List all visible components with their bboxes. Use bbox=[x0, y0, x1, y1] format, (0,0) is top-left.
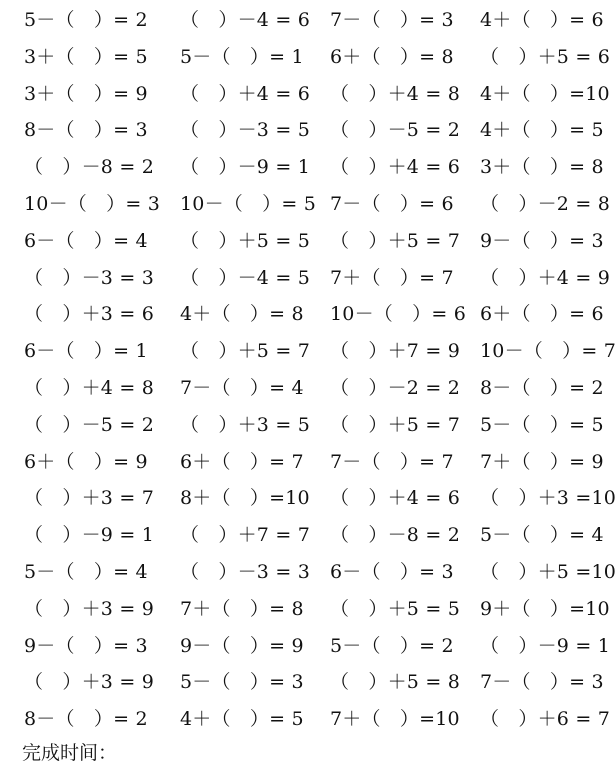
problem-item: （ ）－9 = 1 bbox=[480, 634, 610, 657]
problem-item: （ ）＋3 = 5 bbox=[180, 413, 310, 436]
problem-item: （ ）＋6 = 7 bbox=[480, 708, 610, 731]
problem-item: 7－（ ）= 4 bbox=[180, 376, 304, 399]
problem-item: 3＋（ ）= 8 bbox=[480, 156, 604, 179]
problem-item: 10－（ ）= 3 bbox=[24, 192, 161, 215]
problem-item: 5－（ ）= 4 bbox=[480, 524, 604, 547]
problem-item: 7－（ ）= 3 bbox=[330, 9, 454, 31]
problem-item: （ ）－3 = 5 bbox=[180, 119, 310, 142]
problem-item: 9－（ ）= 9 bbox=[180, 634, 304, 657]
problem-item: （ ）＋4 = 6 bbox=[180, 82, 310, 105]
problem-item: （ ）－4 = 5 bbox=[180, 266, 310, 289]
problem-item: 6－（ ）= 4 bbox=[24, 229, 148, 252]
problem-item: 8－（ ）= 2 bbox=[24, 708, 148, 731]
problem-item: 10－（ ）= 7 bbox=[480, 340, 616, 363]
problem-item: 4＋（ ）= 8 bbox=[180, 303, 304, 326]
problem-item: （ ）＋3 = 6 bbox=[24, 303, 154, 326]
problem-item: （ ）－2 = 2 bbox=[330, 376, 460, 399]
problem-item: 8－（ ）= 3 bbox=[24, 119, 148, 142]
problem-item: （ ）＋4 = 8 bbox=[24, 376, 154, 399]
problem-item: （ ）－3 = 3 bbox=[24, 266, 154, 289]
problem-item: 5－（ ）= 4 bbox=[24, 560, 148, 583]
problem-item: 4＋（ ）= 6 bbox=[480, 9, 604, 31]
problem-item: 4＋（ ）= 5 bbox=[180, 708, 304, 731]
problem-item: 6－（ ）= 1 bbox=[24, 340, 148, 363]
problem-item: 3＋（ ）= 5 bbox=[24, 45, 148, 68]
problem-item: （ ）＋4 = 8 bbox=[330, 82, 460, 105]
problem-item: （ ）＋3 =10 bbox=[480, 487, 616, 510]
problem-item: 7－（ ）= 3 bbox=[480, 671, 604, 694]
problem-item: 7＋（ ）= 8 bbox=[180, 597, 304, 620]
problem-item: （ ）－3 = 3 bbox=[180, 560, 310, 583]
problem-item: 7＋（ ）= 7 bbox=[330, 266, 454, 289]
problem-item: 10－（ ）= 5 bbox=[180, 192, 317, 215]
problem-item: （ ）－4 = 6 bbox=[180, 9, 310, 31]
problem-item: （ ）＋4 = 9 bbox=[480, 266, 610, 289]
problem-item: 5－（ ）= 2 bbox=[24, 9, 148, 31]
problem-item: 4＋（ ）= 5 bbox=[480, 119, 604, 142]
problem-item: 9－（ ）= 3 bbox=[480, 229, 604, 252]
problem-item: （ ）－8 = 2 bbox=[24, 156, 154, 179]
problem-item: （ ）＋3 = 7 bbox=[24, 487, 154, 510]
problem-item: （ ）－5 = 2 bbox=[330, 119, 460, 142]
problem-item: （ ）＋5 = 6 bbox=[480, 45, 610, 68]
problem-item: 5－（ ）= 3 bbox=[180, 671, 304, 694]
problem-item: （ ）－9 = 1 bbox=[24, 524, 154, 547]
problem-item: 5－（ ）= 5 bbox=[480, 413, 604, 436]
problem-item: 7－（ ）= 6 bbox=[330, 192, 454, 215]
problem-item: （ ）＋7 = 9 bbox=[330, 340, 460, 363]
problem-item: （ ）＋3 = 9 bbox=[24, 671, 154, 694]
problem-item: 7＋（ ）= 9 bbox=[480, 450, 604, 473]
problem-item: 6＋（ ）= 9 bbox=[24, 450, 148, 473]
problem-item: （ ）＋5 =10 bbox=[480, 560, 616, 583]
problem-item: （ ）＋5 = 5 bbox=[330, 597, 460, 620]
problem-item: （ ）＋5 = 7 bbox=[330, 229, 460, 252]
problem-item: 7＋（ ）=10 bbox=[330, 708, 460, 731]
problem-item: （ ）＋4 = 6 bbox=[330, 156, 460, 179]
problem-item: 8＋（ ）=10 bbox=[180, 487, 310, 510]
problem-grid bbox=[0, 2, 616, 738]
problem-item: （ ）＋3 = 9 bbox=[24, 597, 154, 620]
problem-item: （ ）＋7 = 7 bbox=[180, 524, 310, 547]
completion-time-label: 完成时间： bbox=[22, 742, 118, 764]
problem-item: （ ）－5 = 2 bbox=[24, 413, 154, 436]
problem-item: （ ）－8 = 2 bbox=[330, 524, 460, 547]
problem-item: （ ）－9 = 1 bbox=[180, 156, 310, 179]
problem-item: （ ）－2 = 8 bbox=[480, 192, 610, 215]
problem-item: 8－（ ）= 2 bbox=[480, 376, 604, 399]
problem-item: （ ）＋5 = 7 bbox=[330, 413, 460, 436]
problem-item: 9＋（ ）=10 bbox=[480, 597, 610, 620]
problem-item: 7－（ ）= 7 bbox=[330, 450, 454, 473]
problem-item: 6＋（ ）= 6 bbox=[480, 303, 604, 326]
problem-item: （ ）＋5 = 7 bbox=[180, 340, 310, 363]
problem-item: 4＋（ ）=10 bbox=[480, 82, 610, 105]
problem-item: （ ）＋5 = 5 bbox=[180, 229, 310, 252]
problem-item: 6＋（ ）= 7 bbox=[180, 450, 304, 473]
problem-item: 3＋（ ）= 9 bbox=[24, 82, 148, 105]
problem-item: 5－（ ）= 1 bbox=[180, 45, 304, 68]
problem-item: 6＋（ ）= 8 bbox=[330, 45, 454, 68]
problem-item: 5－（ ）= 2 bbox=[330, 634, 454, 657]
problem-item: （ ）＋4 = 6 bbox=[330, 487, 460, 510]
problem-item: 6－（ ）= 3 bbox=[330, 560, 454, 583]
problem-item: 10－（ ）= 6 bbox=[330, 303, 467, 326]
problem-item: 9－（ ）= 3 bbox=[24, 634, 148, 657]
problem-item: （ ）＋5 = 8 bbox=[330, 671, 460, 694]
